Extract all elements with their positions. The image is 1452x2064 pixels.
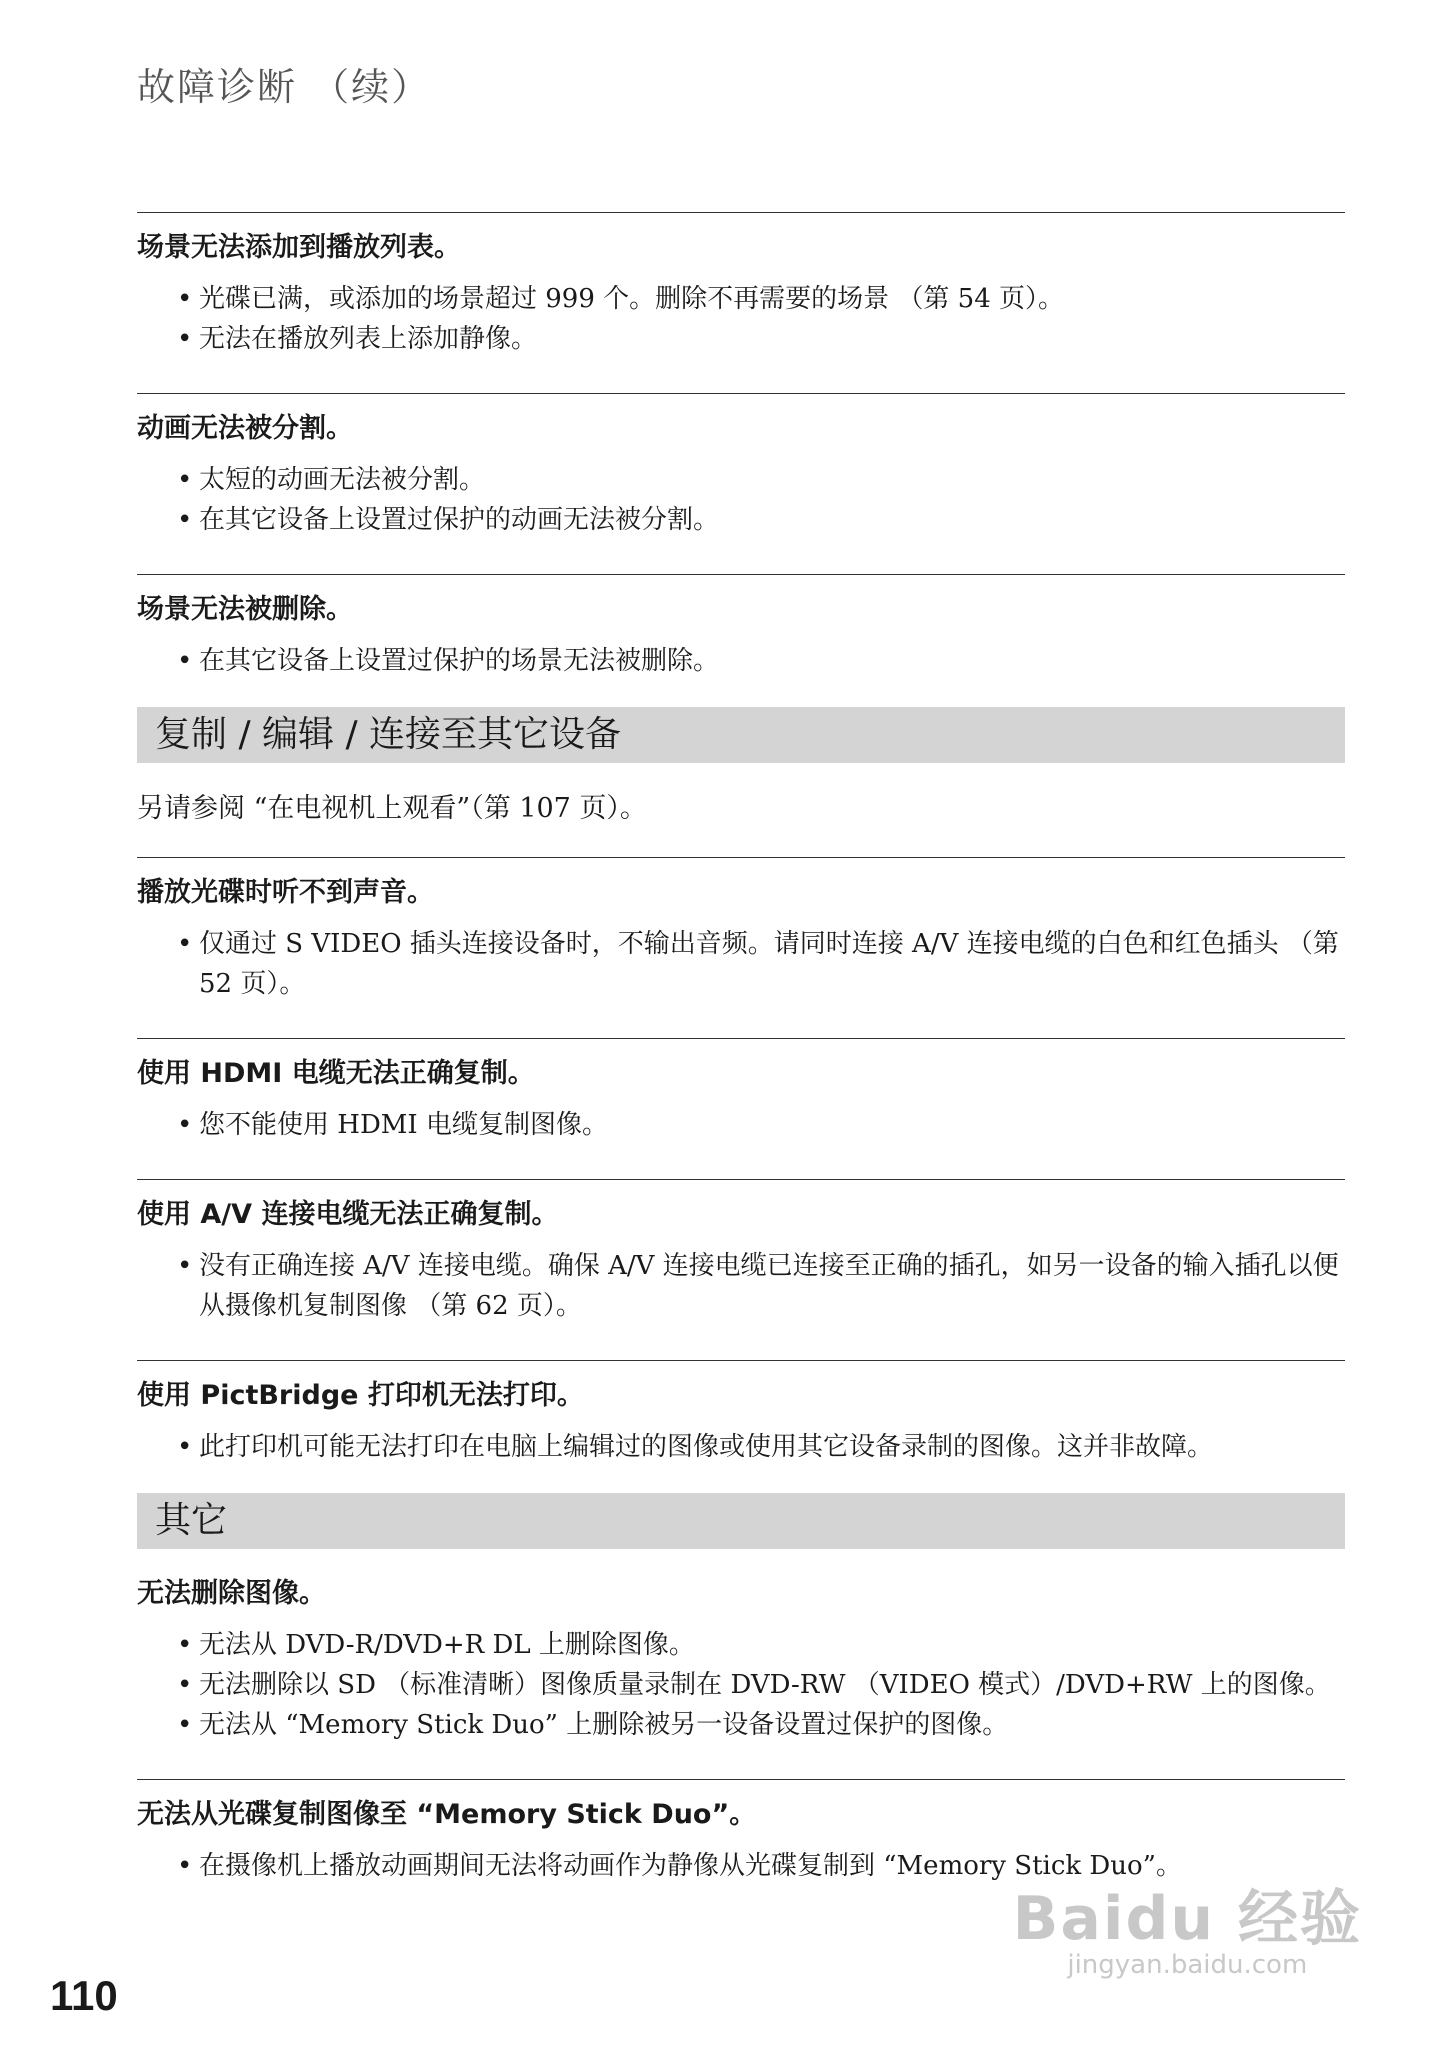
list-item: • 在摄像机上播放动画期间无法将动画作为静像从光碟复制到 “Memory Stick Duo”。	[199, 1846, 1345, 1886]
issue-title: 场景无法添加到播放列表。	[137, 232, 461, 263]
issue-block	[137, 393, 1345, 540]
issue-list	[137, 1846, 1345, 1886]
list-item: • 没有正确连接 A/V 连接电缆。确保 A/V 连接电缆已连接至正确的插孔，如另一设备的输入插孔以便从摄像机复制图像 （第 62 页）。	[199, 1246, 1345, 1326]
list-item: • 无法删除以 SD （标准清晰）图像质量录制在 DVD-RW （VIDEO 模式）/DVD+RW 上的图像。	[199, 1665, 1345, 1705]
issue-list	[137, 924, 1345, 1004]
list-item: • 太短的动画无法被分割。	[199, 460, 1345, 500]
issue-title: 播放光碟时听不到声音。	[137, 877, 434, 908]
issue-block	[137, 1179, 1345, 1326]
issue-title: 使用 A/V 连接电缆无法正确复制。	[137, 1199, 559, 1230]
issue-title: 无法删除图像。	[137, 1578, 326, 1609]
issue-block	[137, 574, 1345, 681]
issue-title: 使用 PictBridge 打印机无法打印。	[137, 1380, 584, 1411]
issue-list	[137, 641, 1345, 681]
issue-block	[137, 1575, 1345, 1745]
list-item: • 仅通过 S VIDEO 插头连接设备时，不输出音频。请同时连接 A/V 连接电缆的白色和红色插头 （第 52 页）。	[199, 924, 1345, 1004]
list-item: • 此打印机可能无法打印在电脑上编辑过的图像或使用其它设备录制的图像。这并非故障。	[199, 1427, 1345, 1467]
section-heading-copy: 复制 / 编辑 / 连接至其它设备	[137, 707, 1345, 763]
issue-list	[137, 1105, 1345, 1145]
list-item: • 无法在播放列表上添加静像。	[199, 319, 1345, 359]
issue-title: 场景无法被删除。	[137, 594, 353, 625]
issue-block	[137, 1038, 1345, 1145]
section-heading-other: 其它	[137, 1493, 1345, 1549]
issue-title: 无法从光碟复制图像至 “Memory Stick Duo”。	[137, 1799, 757, 1830]
baidu-watermark-logo	[1012, 1884, 1362, 1980]
issue-list	[137, 1427, 1345, 1467]
list-item: • 您不能使用 HDMI 电缆复制图像。	[199, 1105, 1345, 1145]
issue-list	[137, 1246, 1345, 1326]
issue-title: 使用 HDMI 电缆无法正确复制。	[137, 1058, 535, 1089]
list-item: • 光碟已满，或添加的场景超过 999 个。删除不再需要的场景 （第 54 页）。	[199, 279, 1345, 319]
page-number: 110	[50, 1972, 118, 2019]
see-also-link[interactable]: 另请参阅 “在电视机上观看”（第 107 页）。	[137, 793, 647, 824]
issue-title: 动画无法被分割。	[137, 413, 353, 444]
content	[137, 212, 1345, 1920]
watermark-brand: Baidu 经验	[1012, 1884, 1362, 1954]
list-item: • 无法从 DVD-R/DVD+R DL 上删除图像。	[199, 1625, 1345, 1665]
list-item: • 在其它设备上设置过保护的动画无法被分割。	[199, 500, 1345, 540]
issue-block	[137, 1360, 1345, 1467]
list-item: • 在其它设备上设置过保护的场景无法被删除。	[199, 641, 1345, 681]
issue-block	[137, 212, 1345, 359]
issue-list	[137, 460, 1345, 540]
list-item: • 无法从 “Memory Stick Duo” 上删除被另一设备设置过保护的图像。	[199, 1705, 1345, 1745]
watermark-url: jingyan.baidu.com	[1067, 1950, 1308, 1980]
issue-block	[137, 1779, 1345, 1886]
issue-list	[137, 279, 1345, 359]
issue-block	[137, 857, 1345, 1004]
page-header-title: 故障诊断 （续）	[137, 65, 432, 109]
issue-list	[137, 1625, 1345, 1745]
